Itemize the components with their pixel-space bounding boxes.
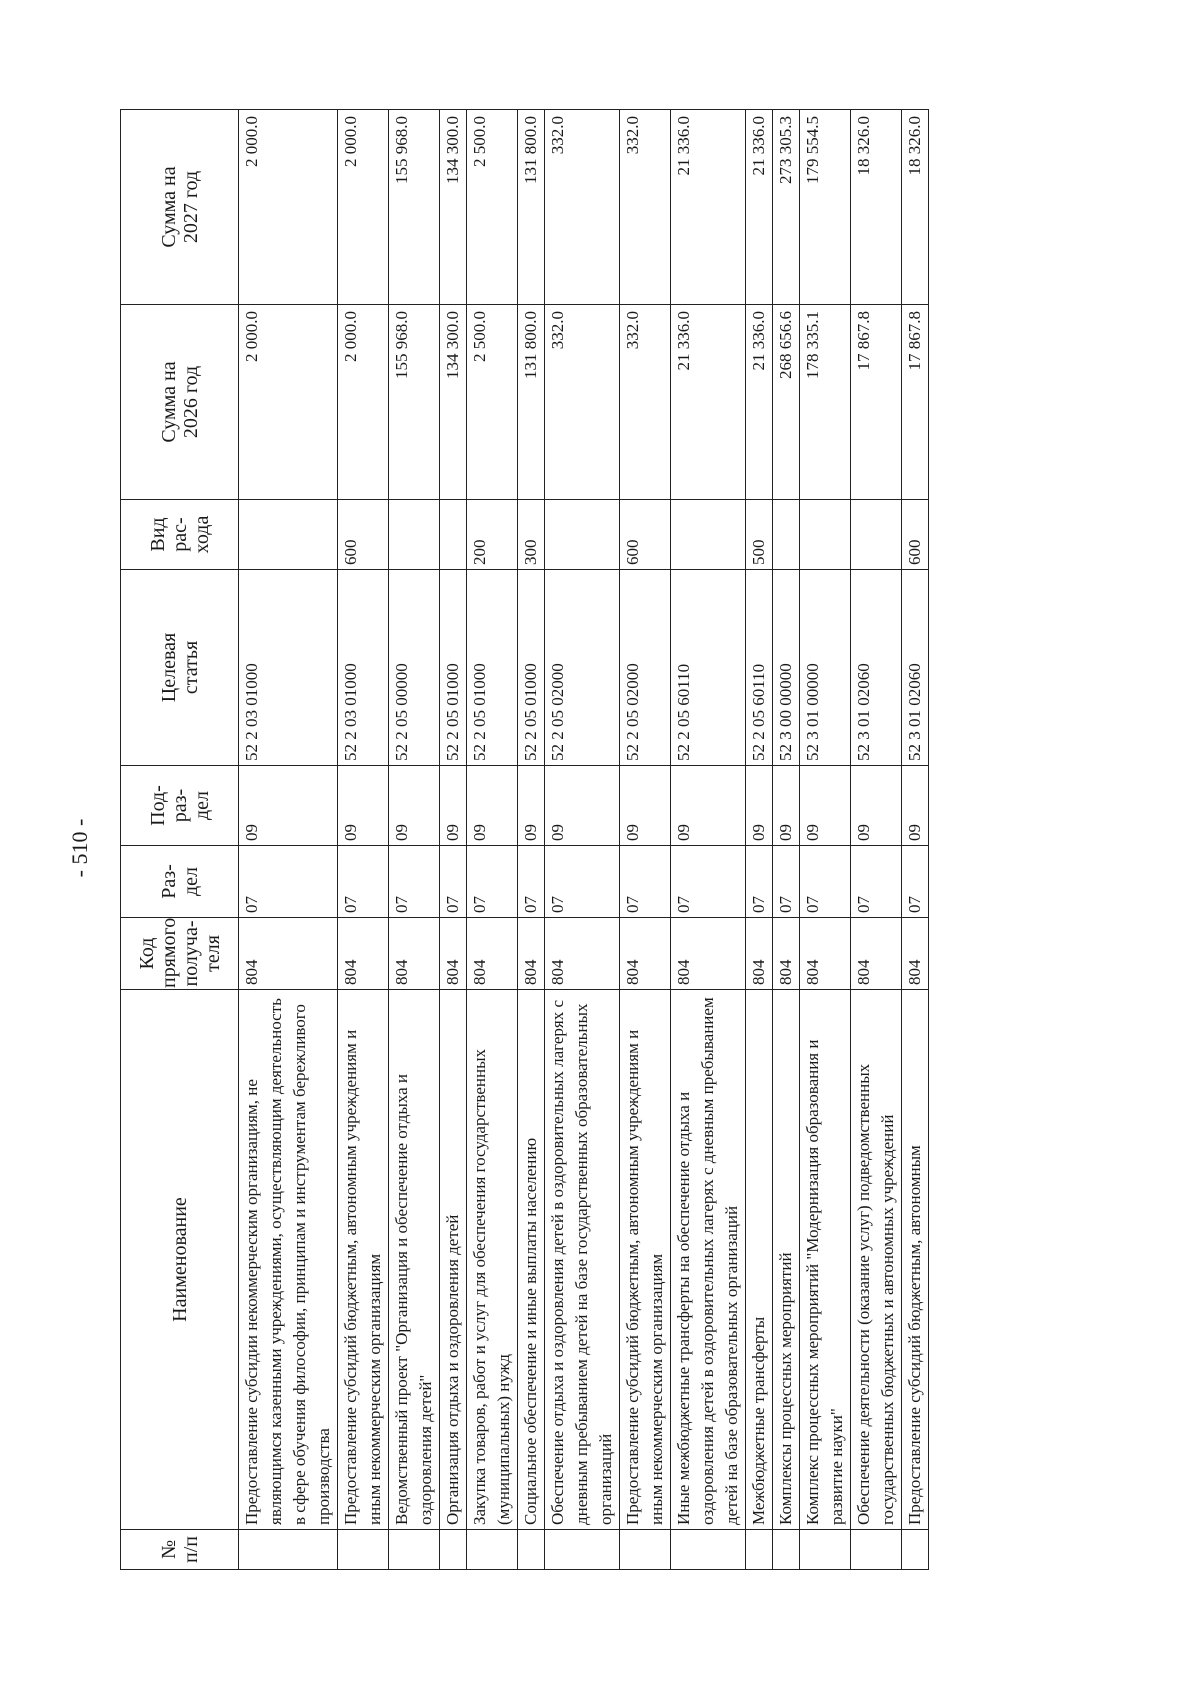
cell-sum2027: 18 326.0	[902, 110, 929, 305]
cell-podrazdel: 09	[440, 766, 467, 846]
cell-vid	[239, 500, 338, 570]
cell-celevaya: 52 2 03 01000	[239, 570, 338, 766]
cell-sum2027: 179 554.5	[800, 110, 851, 305]
cell-sum2027: 18 326.0	[851, 110, 902, 305]
cell-celevaya: 52 2 05 02000	[545, 570, 620, 766]
cell-name: Предоставление субсидий бюджетным, автономным учреждениям и иным некоммерческим организациям	[338, 990, 389, 1530]
cell-sum2026: 155 968.0	[389, 305, 440, 500]
cell-celevaya: 52 2 05 00000	[389, 570, 440, 766]
cell-sum2027: 2 000.0	[338, 110, 389, 305]
cell-podrazdel: 09	[338, 766, 389, 846]
cell-vid: 600	[620, 500, 671, 570]
table-row	[239, 110, 338, 1570]
cell-celevaya: 52 3 01 00000	[800, 570, 851, 766]
cell-no	[800, 1530, 851, 1570]
cell-razdel: 07	[467, 846, 518, 918]
cell-sum2027: 155 968.0	[389, 110, 440, 305]
cell-vid	[440, 500, 467, 570]
cell-podrazdel: 09	[671, 766, 746, 846]
table-row	[671, 110, 746, 1570]
table-body	[239, 110, 929, 1570]
rotated-page	[120, 110, 1080, 1570]
cell-celevaya: 52 3 00 00000	[773, 570, 800, 766]
cell-sum2026: 17 867.8	[902, 305, 929, 500]
cell-name: Иные межбюджетные трансферты на обеспечение отдыха и оздоровления детей в оздоровительных лагерях с дневным пребыванием детей на базе образовательных организаций	[671, 990, 746, 1530]
cell-razdel: 07	[440, 846, 467, 918]
cell-no	[746, 1530, 773, 1570]
cell-sum2026: 131 800.0	[518, 305, 545, 500]
cell-no	[671, 1530, 746, 1570]
header-name: Наименование	[121, 990, 239, 1530]
cell-no	[239, 1530, 338, 1570]
cell-kod: 804	[902, 918, 929, 990]
cell-kod: 804	[467, 918, 518, 990]
cell-no	[338, 1530, 389, 1570]
header-no: № п/п	[121, 1530, 239, 1570]
cell-vid: 500	[746, 500, 773, 570]
table-row	[518, 110, 545, 1570]
cell-vid	[389, 500, 440, 570]
cell-podrazdel: 09	[773, 766, 800, 846]
cell-sum2027: 21 336.0	[671, 110, 746, 305]
header-kod: Код прямого получа- теля	[121, 918, 239, 990]
cell-kod: 804	[620, 918, 671, 990]
cell-celevaya: 52 2 05 01000	[518, 570, 545, 766]
cell-sum2027: 332.0	[620, 110, 671, 305]
cell-celevaya: 52 2 05 01000	[467, 570, 518, 766]
cell-podrazdel: 09	[902, 766, 929, 846]
header-sum2027: Сумма на 2027 год	[121, 110, 239, 305]
cell-sum2026: 134 300.0	[440, 305, 467, 500]
cell-name: Предоставление субсидий бюджетным, автономным	[902, 990, 929, 1530]
table-row	[773, 110, 800, 1570]
cell-celevaya: 52 2 05 60110	[671, 570, 746, 766]
cell-celevaya: 52 3 01 02060	[851, 570, 902, 766]
cell-sum2027: 332.0	[545, 110, 620, 305]
cell-razdel: 07	[746, 846, 773, 918]
cell-kod: 804	[239, 918, 338, 990]
cell-no	[851, 1530, 902, 1570]
header-sum2026: Сумма на 2026 год	[121, 305, 239, 500]
header-celevaya: Целевая статья	[121, 570, 239, 766]
cell-razdel: 07	[800, 846, 851, 918]
cell-vid	[800, 500, 851, 570]
cell-vid	[545, 500, 620, 570]
cell-name: Социальное обеспечение и иные выплаты населению	[518, 990, 545, 1530]
cell-razdel: 07	[773, 846, 800, 918]
cell-sum2026: 21 336.0	[746, 305, 773, 500]
cell-kod: 804	[800, 918, 851, 990]
cell-podrazdel: 09	[518, 766, 545, 846]
cell-celevaya: 52 2 05 60110	[746, 570, 773, 766]
cell-name: Межбюджетные трансферты	[746, 990, 773, 1530]
cell-no	[518, 1530, 545, 1570]
cell-razdel: 07	[239, 846, 338, 918]
table-row	[389, 110, 440, 1570]
table-row	[440, 110, 467, 1570]
cell-razdel: 07	[518, 846, 545, 918]
budget-table	[120, 109, 929, 1570]
cell-name: Закупка товаров, работ и услуг для обеспечения государственных (муниципальных) нужд	[467, 990, 518, 1530]
cell-no	[389, 1530, 440, 1570]
cell-vid: 200	[467, 500, 518, 570]
cell-no	[902, 1530, 929, 1570]
cell-sum2026: 17 867.8	[851, 305, 902, 500]
cell-kod: 804	[518, 918, 545, 990]
cell-kod: 804	[671, 918, 746, 990]
cell-no	[545, 1530, 620, 1570]
table-row	[545, 110, 620, 1570]
table-row	[851, 110, 902, 1570]
cell-razdel: 07	[851, 846, 902, 918]
table-row	[467, 110, 518, 1570]
cell-razdel: 07	[545, 846, 620, 918]
cell-no	[773, 1530, 800, 1570]
cell-sum2027: 21 336.0	[746, 110, 773, 305]
cell-razdel: 07	[338, 846, 389, 918]
cell-celevaya: 52 2 05 01000	[440, 570, 467, 766]
cell-no	[440, 1530, 467, 1570]
header-podrazdel: Под- раз- дел	[121, 766, 239, 846]
cell-podrazdel: 09	[800, 766, 851, 846]
cell-kod: 804	[440, 918, 467, 990]
cell-vid: 300	[518, 500, 545, 570]
table-header-row	[121, 110, 239, 1570]
header-razdel: Раз- дел	[121, 846, 239, 918]
cell-sum2026: 2 000.0	[338, 305, 389, 500]
cell-sum2026: 332.0	[545, 305, 620, 500]
cell-name: Предоставление субсидии некоммерческим организациям, не являющимся казенными учреждениями, осуществляющим деятельность в сфере обучения философии, принципам и инструментам бережливого производства	[239, 990, 338, 1530]
cell-sum2027: 273 305.3	[773, 110, 800, 305]
cell-sum2026: 2 500.0	[467, 305, 518, 500]
cell-celevaya: 52 3 01 02060	[902, 570, 929, 766]
table-row	[746, 110, 773, 1570]
cell-name: Предоставление субсидий бюджетным, автономным учреждениям и иным некоммерческим организациям	[620, 990, 671, 1530]
cell-name: Ведомственный проект "Организация и обеспечение отдыха и оздоровления детей"	[389, 990, 440, 1530]
table-row	[800, 110, 851, 1570]
cell-sum2026: 268 656.6	[773, 305, 800, 500]
cell-sum2027: 131 800.0	[518, 110, 545, 305]
table-row	[902, 110, 929, 1570]
cell-kod: 804	[389, 918, 440, 990]
cell-sum2026: 332.0	[620, 305, 671, 500]
cell-celevaya: 52 2 05 02000	[620, 570, 671, 766]
cell-sum2026: 178 335.1	[800, 305, 851, 500]
cell-razdel: 07	[620, 846, 671, 918]
cell-sum2026: 2 000.0	[239, 305, 338, 500]
cell-name: Организация отдыха и оздоровления детей	[440, 990, 467, 1530]
cell-podrazdel: 09	[389, 766, 440, 846]
cell-no	[620, 1530, 671, 1570]
cell-razdel: 07	[389, 846, 440, 918]
cell-podrazdel: 09	[620, 766, 671, 846]
cell-podrazdel: 09	[467, 766, 518, 846]
cell-podrazdel: 09	[746, 766, 773, 846]
table-row	[338, 110, 389, 1570]
cell-kod: 804	[545, 918, 620, 990]
cell-sum2027: 2 500.0	[467, 110, 518, 305]
cell-sum2027: 134 300.0	[440, 110, 467, 305]
cell-no	[467, 1530, 518, 1570]
cell-podrazdel: 09	[851, 766, 902, 846]
page-number: - 510 -	[67, 818, 92, 878]
cell-kod: 804	[746, 918, 773, 990]
cell-vid	[671, 500, 746, 570]
cell-razdel: 07	[902, 846, 929, 918]
cell-sum2027: 2 000.0	[239, 110, 338, 305]
cell-name: Обеспечение отдыха и оздоровления детей в оздоровительных лагерях с дневным пребыванием детей на базе государственных образовательных организаций	[545, 990, 620, 1530]
header-vid: Вид рас- хода	[121, 500, 239, 570]
cell-vid: 600	[902, 500, 929, 570]
cell-name: Комплексы процессных мероприятий	[773, 990, 800, 1530]
cell-celevaya: 52 2 03 01000	[338, 570, 389, 766]
table-row	[620, 110, 671, 1570]
cell-name: Комплекс процессных мероприятий "Модернизация образования и развитие науки"	[800, 990, 851, 1530]
cell-podrazdel: 09	[545, 766, 620, 846]
cell-vid: 600	[338, 500, 389, 570]
cell-podrazdel: 09	[239, 766, 338, 846]
cell-razdel: 07	[671, 846, 746, 918]
cell-kod: 804	[773, 918, 800, 990]
cell-sum2026: 21 336.0	[671, 305, 746, 500]
cell-kod: 804	[851, 918, 902, 990]
cell-vid	[851, 500, 902, 570]
cell-name: Обеспечение деятельности (оказание услуг) подведомственных государственных бюджетных и автономных учреждений	[851, 990, 902, 1530]
cell-vid	[773, 500, 800, 570]
cell-kod: 804	[338, 918, 389, 990]
